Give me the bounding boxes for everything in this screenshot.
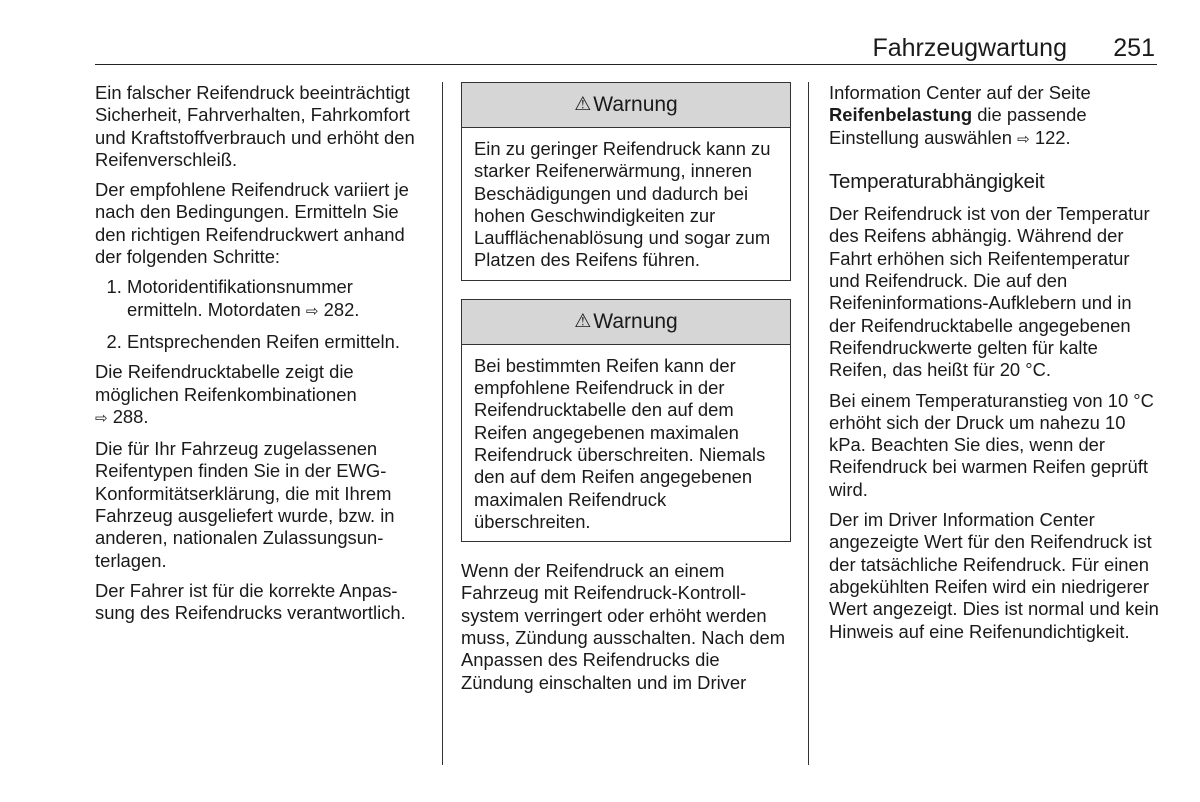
page-number: 251 — [1113, 34, 1155, 62]
warning-header — [462, 83, 790, 128]
warning-text: Bei bestimmten Reifen kann der empfohlene Reifendruck in der Reifendrucktabelle den auf dem Reifen angegebenen maximalen Reifendruck überschreiten. Niemals den auf dem Reifen angegebenen maximalen Reifendruck überschreiten. — [474, 354, 766, 532]
warning-triangle-icon: ⚠ — [574, 93, 592, 115]
paragraph: Bei einem Temperaturanstieg von 10 °C erhöht sich der Druck um nahezu 10 kPa. Beachten Sie dies, wenn der Reifendruck bei warmen Reifen geprüft wird. — [829, 389, 1154, 500]
page-header — [95, 32, 1157, 65]
page-reference[interactable]: 288. — [112, 405, 149, 427]
column-middle — [461, 82, 791, 702]
column-right — [829, 82, 1159, 651]
warning-title: Warnung — [593, 92, 678, 116]
paragraph: Der im Driver Information Center angezeigte Wert für den Reifendruck ist der tatsächliche Reifendruck. Für einen abgekühlten Reifen wird ein niedrigerer Wert angezeigt. Dies ist normal und kein Hinweis auf eine Reifenundichtigkeit. — [829, 509, 1159, 642]
list-item: 1. Motoridentifikationsnummer ermitteln. Motordaten ⇨ 282. — [127, 276, 425, 323]
paragraph: Die Reifendrucktabelle zeigt die möglichen Reifenkombinationen ⇨ 288. — [95, 361, 357, 427]
column-divider — [442, 82, 443, 765]
warning-text: Ein zu geringer Reifendruck kann zu starker Reifenerwärmung, inneren Beschädigungen und dadurch bei hohen Geschwindigkeiten zur Laufflächenablösung und sogar zum Platzen des Reifens führen. — [474, 138, 771, 271]
section-heading: Temperaturabhängigkeit — [829, 169, 1045, 193]
reference-arrow-icon: ⇨ — [95, 409, 108, 427]
reference-arrow-icon: ⇨ — [305, 302, 319, 320]
page-reference[interactable]: 122. — [1034, 126, 1071, 148]
paragraph: Ein falscher Reifendruck beeinträchtigt Sicherheit, Fahrverhalten, Fahrkomfort und Kraftstoffverbrauch und erhöht den Reifenverschleiß. — [95, 82, 415, 170]
paragraph: Wenn der Reifendruck an einem Fahrzeug mit Reifendruck-Kontrollsystem verringert oder erhöht werden muss, Zündung ausschalten. Nach dem Anpassen des Reifendrucks die Zündung einschalten und im Driver — [461, 560, 786, 693]
steps-list — [95, 276, 425, 353]
warning-box — [461, 299, 791, 542]
warning-header — [462, 300, 790, 345]
warning-title: Warnung — [593, 309, 678, 333]
paragraph: Die für Ihr Fahrzeug zugelassenen Reifentypen finden Sie in der EWG-Konformitätserklärung, die mit Ihrem Fahrzeug ausgeliefert wurde, bzw. in anderen, nationalen Zulassungsunterlagen. — [95, 438, 395, 571]
reference-arrow-icon: ⇨ — [1017, 130, 1030, 148]
warning-box — [461, 82, 791, 281]
menu-page-name: Reifenbelastung — [829, 104, 973, 126]
list-item: 2. Entsprechenden Reifen ermitteln. — [127, 331, 425, 353]
page-reference[interactable]: 282. — [323, 298, 360, 320]
section-title: Fahrzeugwartung — [872, 34, 1067, 62]
warning-triangle-icon: ⚠ — [574, 310, 592, 332]
paragraph: Der Reifendruck ist von der Temperatur des Reifens abhängig. Während der Fahrt erhöhen sich Reifentemperatur und Reifendruck. Die auf den Reifeninformations-Aufklebern und in der Reifendrucktabelle angegebenen Reifendruckwerte gelten für kalte Reifen, das heißt für 20 °C. — [829, 203, 1150, 381]
column-left — [95, 82, 425, 633]
column-divider — [808, 82, 809, 765]
paragraph: Der empfohlene Reifendruck variiert je nach den Bedingungen. Ermitteln Sie den richtigen Reifendruckwert anhand der folgenden Schritte: — [95, 179, 409, 268]
paragraph: Der Fahrer ist für die korrekte Anpassung des Reifendrucks verantwortlich. — [95, 579, 406, 624]
paragraph: Information Center auf der Seite Reifenbelastung die passende Einstellung auswählen ⇨ 122. — [829, 82, 1091, 148]
